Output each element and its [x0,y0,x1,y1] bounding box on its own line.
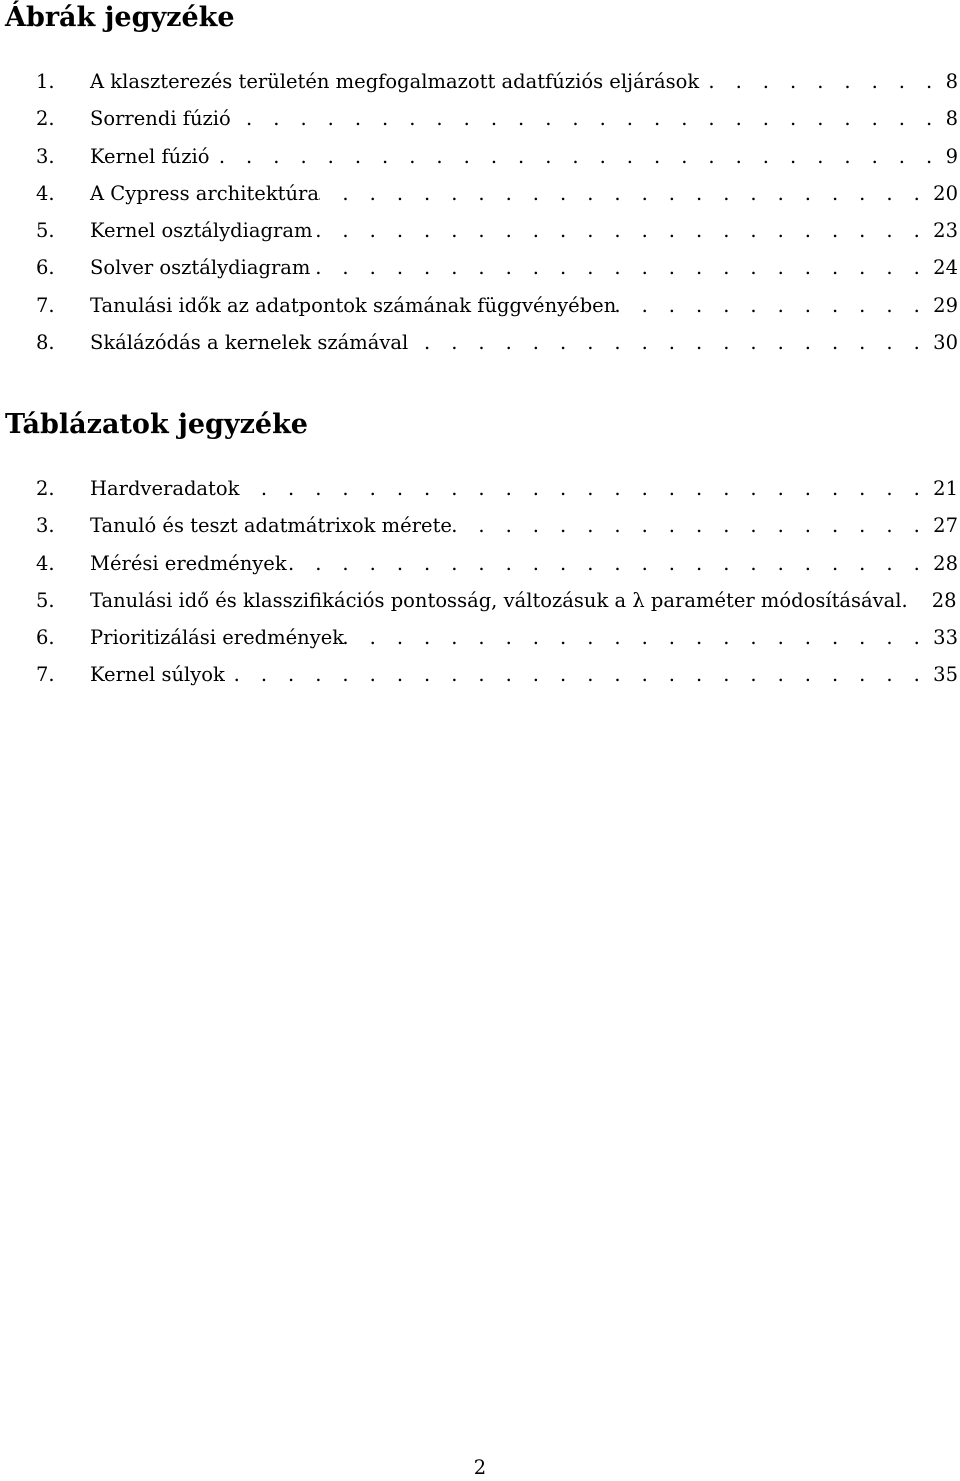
entry-page-number: 28 [933,551,958,575]
entry-number: 7. [36,293,55,317]
entry-number: 7. [36,663,55,687]
entry-page-number: 35 [933,663,958,687]
entry-page-number: 8 [945,107,958,131]
figure-entry[interactable] [0,63,960,100]
figure-entry[interactable] [0,212,960,249]
page-number: 2 [473,1456,487,1479]
list-of-figures [0,63,960,361]
table-entry[interactable] [0,545,960,582]
entry-title: Hardveradatok [90,477,240,500]
entry-page-number: 20 [933,181,958,205]
entry-title: Kernel osztálydiagram [90,219,313,243]
dot-leader [616,287,933,324]
entry-title: A Cypress architektúra [90,181,319,205]
entry-number: 4. [36,551,55,575]
entry-number: 8. [36,331,55,355]
figure-entry[interactable] [0,138,960,175]
figure-entry[interactable] [0,100,960,137]
entry-title: Mérési eredmények [90,551,287,575]
entry-title: Kernel fúzió [90,144,210,168]
dot-leader [225,656,933,693]
entry-page-number: 24 [933,256,958,280]
entry-page-number: 9 [945,144,958,168]
figure-entry[interactable] [0,324,960,361]
entry-title: Skálázódás a kernelek számával [90,331,409,355]
entry-number: 3. [36,144,55,168]
entry-number: 4. [36,181,55,205]
entry-title: A klaszterezés területén megfogalmazott adatfúziós eljárások [90,70,700,93]
entry-number: 1. [36,70,55,93]
entry-title: Solver osztálydiagram [90,256,311,280]
entry-number: 5. [36,219,55,243]
dot-leader [209,138,945,175]
entry-number: 3. [36,514,55,538]
table-entry[interactable] [0,619,960,656]
table-entry[interactable] [0,582,960,619]
figure-entry[interactable] [0,249,960,286]
figure-entry[interactable] [0,287,960,324]
entry-number: 5. [36,588,55,612]
entry-title: Tanulási idő és klasszifikációs pontosság, változásuk a λ paraméter módosításával. [90,588,908,612]
entry-page-number: 28 [931,588,957,612]
entry-number: 2. [36,107,55,131]
table-entry[interactable] [0,656,960,693]
dot-leader [319,175,933,212]
entry-page-number: 27 [933,514,958,538]
dot-leader [344,619,933,656]
entry-title: Tanuló és teszt adatmátrixok mérete [90,514,452,538]
entry-number: 6. [36,626,55,650]
entry-page-number: 33 [933,626,958,650]
entry-page-number: 21 [933,477,958,500]
dot-leader [452,507,933,544]
dot-leader [239,470,933,507]
entry-page-number: 23 [933,219,958,243]
entry-title: Sorrendi fúzió [90,107,231,131]
table-entry[interactable] [0,507,960,544]
entry-number: 2. [36,477,55,500]
dot-leader [310,249,933,286]
dot-leader [312,212,933,249]
entry-page-number: 29 [933,293,958,317]
list-of-figures-heading: Ábrák jegyzéke [5,2,235,33]
figure-entry[interactable] [0,175,960,212]
entry-title: Prioritizálási eredmények [90,626,345,650]
entry-title: Tanulási idők az adatpontok számának függvényében [90,293,617,317]
table-entry[interactable] [0,470,960,507]
dot-leader [408,324,933,361]
entry-page-number: 8 [945,70,958,93]
entry-number: 6. [36,256,55,280]
dot-leader [287,545,934,582]
list-of-tables-heading: Táblázatok jegyzéke [5,409,308,440]
dot-leader [699,63,945,100]
entry-title: Kernel súlyok [90,663,225,687]
entry-page-number: 30 [933,331,958,355]
dot-leader [231,100,946,137]
list-of-tables [0,470,960,694]
